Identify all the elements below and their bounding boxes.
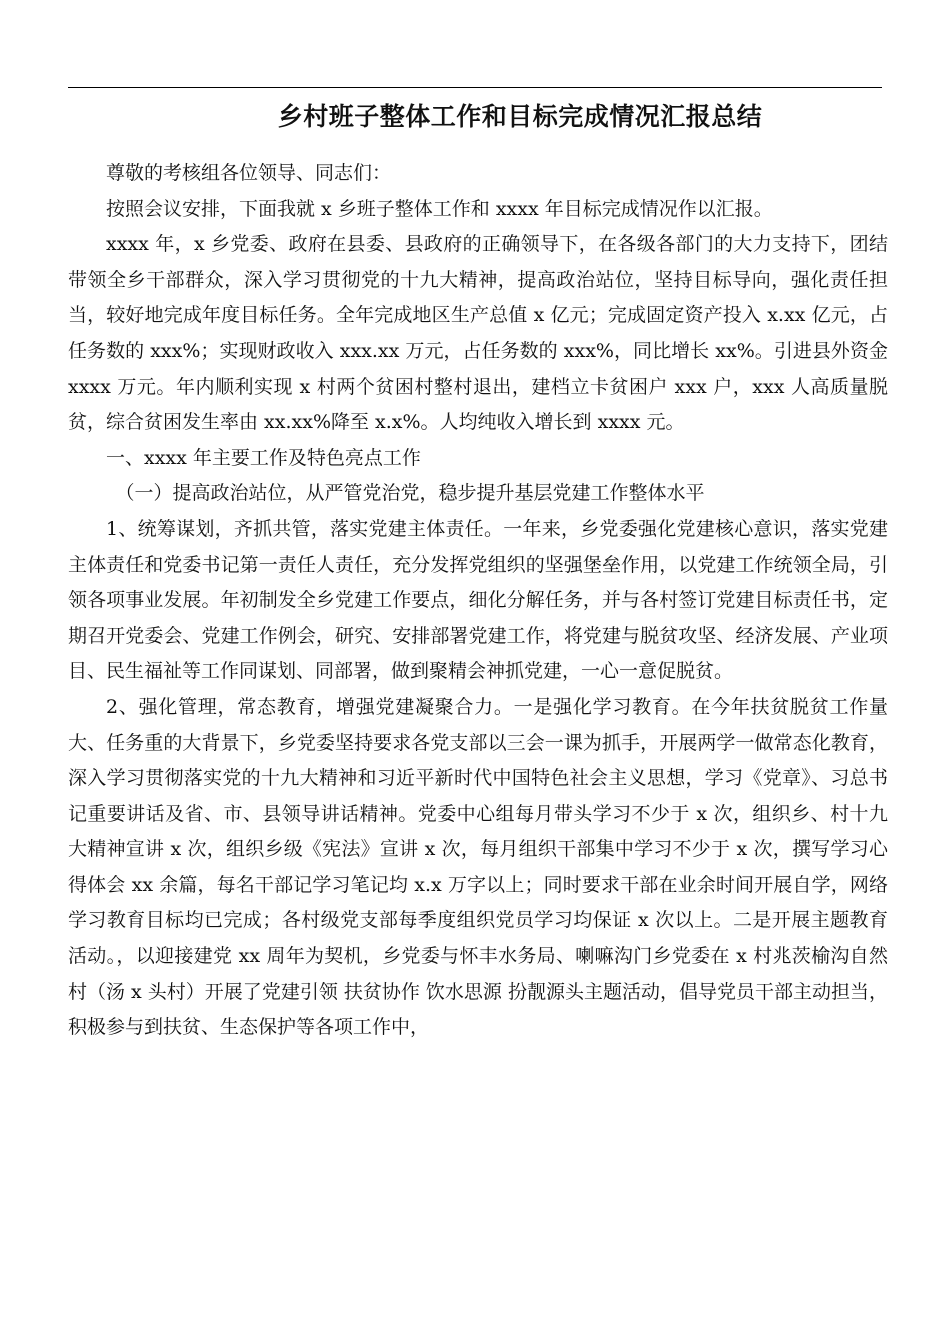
section-heading: 一、xxxx 年主要工作及特色亮点工作 — [106, 446, 421, 469]
intro-paragraph: 按照会议安排，下面我就 x 乡班子整体工作和 xxxx 年目标完成情况作以汇报。 — [106, 197, 773, 220]
summary-paragraph: xxxx 年，x 乡党委、政府在县委、县政府的正确领导下，在各级各部门的大力支持下，团结带领全乡干部群众，深入学习贯彻党的十九大精神，提高政治站位，坚持目标导向，强化责任担当，较好地完成年度目标任务。全年完成地区生产总值 x 亿元；完成固定资产投入 x.xx 亿元，占任务数的 xxx%；实现财政收入 xxx.xx 万元，占任务数的 xxx%，同比增长 xx%。引进县外资金 xxxx 万元。年内顺利实现 x 村两个贫困村整村退出，建档立卡贫困户 xxx 户，xxx 人高质量脱贫，综合贫困发生率由 xx.xx%降至 x.x%。人均纯收入增长到 xxxx 元。 — [68, 233, 888, 434]
document-title: 乡村班子整体工作和目标完成情况汇报总结 — [277, 102, 763, 131]
document-body — [68, 156, 888, 1046]
salutation: 尊敬的考核组各位领导、同志们： — [106, 162, 392, 184]
subsection-heading: （一）提高政治站位，从严管党治党，稳步提升基层党建工作整体水平 — [115, 482, 705, 505]
body-paragraph: 1、统筹谋划，齐抓共管，落实党建主体责任。一年来，乡党委强化党建核心意识，落实党建主体责任和党委书记第一责任人责任，充分发挥党组织的坚强堡垒作用，以党建工作统领全局，引领各项事业发展。年初制发全乡党建工作要点，细化分解任务，并与各村签订党建目标责任书，定期召开党委会、党建工作例会，研究、安排部署党建工作，将党建与脱贫攻坚、经济发展、产业项目、民生福祉等工作同谋划、同部署，做到聚精会神抓党建，一心一意促脱贫。 — [68, 517, 888, 683]
body-paragraph: 2、强化管理，常态教育，增强党建凝聚合力。一是强化学习教育。在今年扶贫脱贫工作量大、任务重的大背景下，乡党委坚持要求各党支部以三会一课为抓手，开展两学一做常态化教育，深入学习贯彻落实党的十九大精神和习近平新时代中国特色社会主义思想，学习《党章》、习总书记重要讲话及省、市、县领导讲话精神。党委中心组每月带头学习不少于 x 次，组织乡、村十九大精神宣讲 x 次，组织乡级《宪法》宣讲 x 次，每月组织干部集中学习不少于 x 次，撰写学习心得体会 xx 余篇，每名干部记学习笔记均 x.x 万字以上；同时要求干部在业余时间开展自学，网络学习教育目标均已完成；各村级党支部每季度组织党员学习均保证 x 次以上。二是开展主题教育活动。，以迎接建党 xx 周年为契机，乡党委与怀丰水务局、喇嘛沟门乡党委在 x 村兆茨榆沟自然村（汤 x 头村）开展了党建引领 扶贫协作 饮水思源 扮靓源头主题活动，倡导党员干部主动担当，积极参与到扶贫、生态保护等各项工作中， — [68, 695, 888, 1039]
header-rule — [68, 87, 882, 88]
